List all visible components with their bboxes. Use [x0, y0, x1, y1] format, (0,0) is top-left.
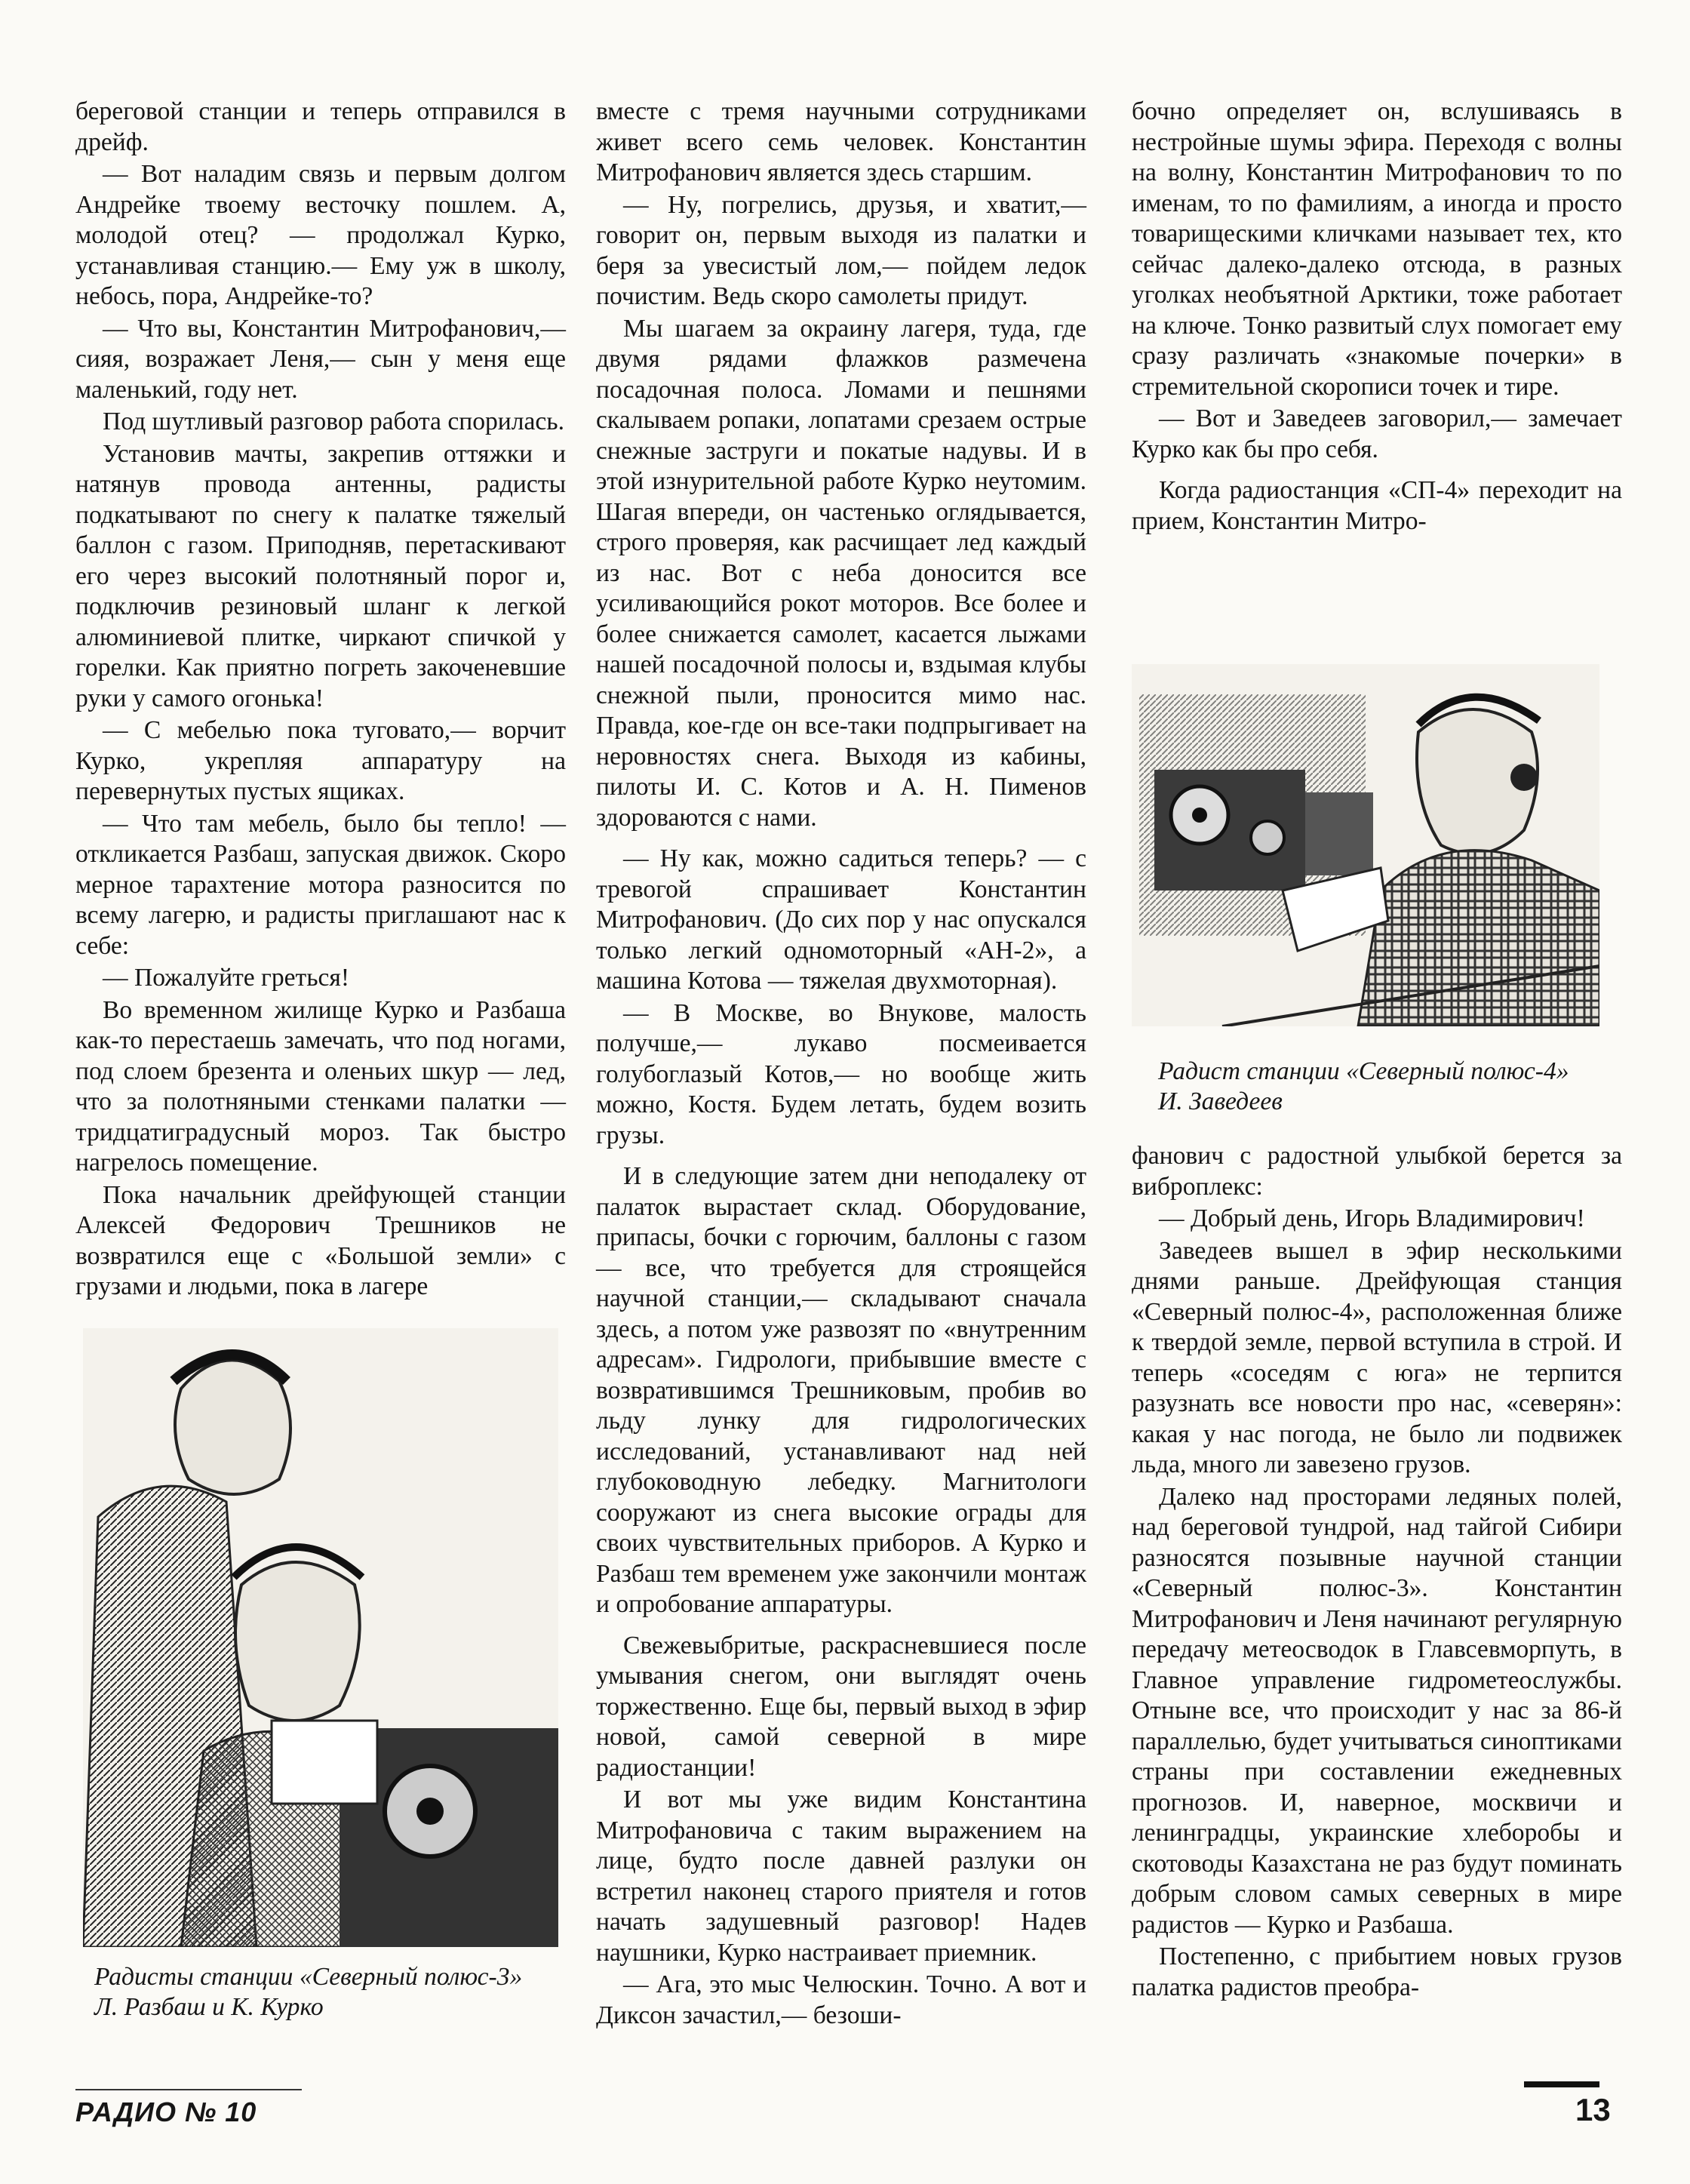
paragraph: — С мебелью пока туговато,— ворчит Курко, укрепляя аппаратуру на перевернутых пустых ящиках. — [75, 716, 566, 805]
footer-rule — [75, 2089, 302, 2090]
illustration-radist-zavedeev — [1132, 664, 1599, 1026]
page-number-rule — [1524, 2081, 1599, 2087]
page-number: 13 — [1575, 2092, 1611, 2127]
paragraph: — Ага, это мыс Челюскин. Точно. А вот и Диксон зачастил,— безоши- — [596, 1970, 1086, 2029]
illustration-radists-razbash-kurko — [83, 1328, 558, 1947]
paragraph: — Что вы, Константин Митрофанович,— сияя, возражает Леня,— сын у меня еще маленький, году нет. — [75, 314, 566, 404]
paragraph: Пока начальник дрейфующей станции Алексей Федорович Трешников не возвратился еще с «Большой земли» с грузами и людьми, пока в лагере — [75, 1180, 566, 1300]
column-1 — [75, 97, 566, 1303]
column-3-top — [1132, 97, 1622, 537]
paragraph: фанович с радостной улыбкой берется за виброплекс: — [1132, 1142, 1622, 1201]
paragraph: Постепенно, с прибытием новых грузов палатка радистов преобра- — [1132, 1943, 1622, 2001]
paragraph: — В Москве, во Внукове, малость получше,— лукаво посмеивается голубоглазый Котов,— но вообще жить можно, Костя. Будем летать, будем возить грузы. — [596, 998, 1086, 1149]
paragraph: — Что там мебель, было бы тепло! — откликается Разбаш, запуская движок. Скоро мерное тарахтение мотора разносится по всему лагерю, и радисты приглашают нас к себе: — [75, 809, 566, 960]
paragraph: вместе с тремя научными сотрудниками живет всего семь человек. Константин Митрофанович является здесь старшим. — [596, 97, 1086, 186]
paragraph: — Пожалуйте греться! — [103, 964, 350, 992]
column-2 — [596, 97, 1086, 2031]
magazine-issue: РАДИО № 10 — [75, 2096, 257, 2127]
paragraph: Мы шагаем за окраину лагеря, туда, где двумя рядами флажков размечена посадочная полоса. Ломами и пешнями скалываем ропаки, лопатами срезаем острые снежные заструги и покатые надувы. И в этой изнурительной работе Курко неутомим. Шагая впереди, он частенько оглядывается, строго проверяя, как расчищает лед каждый из нас. Вот с неба доносится все усиливающийся рокот моторов. Все более и более снижается самолет, касается лыжами нашей посадочной полосы и, вздымая клубы снежной пыли, проносится мимо нас. Правда, кое-где он все-таки подпрыгивает на неровностях снега. Выходя из кабины, пилоты И. С. Котов и А. Н. Пименов здороваются с нами. — [596, 314, 1086, 832]
paragraph: Установив мачты, закрепив оттяжки и натянув провода антенны, радисты подкатывают по снегу к палатке тяжелый баллон с газом. Приподняв, перетаскивают его через высокий полотняный порог и, подключив резиновый шланг к легкой алюминиевой плитке, чиркают спичкой у горелки. Как приятно погреть закоченевшие руки у самого огонька! — [75, 439, 566, 712]
paragraph: Свежевыбритые, раскрасневшиеся после умывания снегом, они выглядят очень торжественно. Еще бы, первый выход в эфир новой, самой северной в мире радиостанции! — [596, 1631, 1086, 1782]
paragraph: И вот мы уже видим Константина Митрофановича с таким выражением на лице, будто после давней разлуки он встретил наконец старого приятеля и готов начать задушевный разговор! Надев наушники, Курко настраивает приемник. — [596, 1786, 1086, 1967]
paragraph: береговой станции и теперь отправился в дрейф. — [75, 97, 566, 156]
paragraph: — Вот и Заведеев заговорил,— замечает Курко как бы про себя. — [1132, 405, 1622, 463]
paragraph: — Добрый день, Игорь Владимирович! — [1159, 1204, 1585, 1232]
paragraph: — Вот наладим связь и первым долгом Андрейке твоему весточку пошлем. А, молодой отец? — продолжал Курко, устанавливая станцию.— Ему уж в школу, небось, пора, Андрейке-то? — [75, 160, 566, 310]
paragraph: Когда радиостанция «СП-4» переходит на прием, Константин Митро- — [1132, 476, 1622, 535]
caption-razbash-kurko: Радисты станции «Северный полюс-3» Л. Разбаш и К. Курко — [94, 1963, 523, 2021]
caption-zavedeev: Радист станции «Северный полюс-4» И. Заведеев — [1158, 1057, 1569, 1115]
paragraph: бочно определяет он, вслушиваясь в нестройные шумы эфира. Переходя с волны на волну, Константин Митрофанович то по именам, то по фамилиям, а иногда и просто товарищескими кличками называет тех, кто сейчас далеко-далеко отсюда, в разных уголках необъятной Арктики, тоже работает на ключе. Тонко развитый слух помогает ему сразу различать «знакомые почерки» в стремительной скорописи точек и тире. — [1132, 97, 1622, 401]
paragraph: — Ну как, можно садиться теперь? — с тревогой спрашивает Константин Митрофанович. (До сих пор у нас опускался только легкий одномоторный «АН-2», а машина Котова — тяжелая двухмоторная). — [596, 844, 1086, 995]
paragraph: Далеко над просторами ледяных полей, над береговой тундрой, над тайгой Сибири разносятся позывные научной станции «Северный полюс-3». Константин Митрофанович и Леня начинают регулярную передачу метеосводок в Главсевморпуть, в Главное управление гидрометеослужбы. Отныне все, что происходит у нас за 86-й параллелью, будет учитываться синоптиками страны при составлении ежедневных прогнозов. И, наверное, москвичи и ленинградцы, украинские хлеборобы и скотоводы Казахстана не раз будут поминать добрым словом самых северных в мире радистов — Курко и Разбаша. — [1132, 1482, 1622, 1939]
column-3-bottom — [1132, 1141, 1622, 2003]
paragraph: Под шутливый разговор работа спорилась. — [103, 408, 565, 435]
paragraph: Заведеев вышел в эфир несколькими днями раньше. Дрейфующая станция «Северный полюс-4», расположенная ближе к твердой земле, первой вступила в строй. И теперь «соседям с юга» не терпится разузнать все новости про нас, «северян»: какая у нас погода, не было ли подвижек льда, много ли завезено грузов. — [1132, 1236, 1622, 1478]
paragraph: Во временном жилище Курко и Разбаша как-то перестаешь замечать, что под ногами, под слоем брезента и оленьих шкур — лед, что за полотняными стенками палатки — тридцатиградусный мороз. Так быстро нагрелось помещение. — [75, 995, 566, 1177]
paragraph: И в следующие затем дни неподалеку от палаток вырастает склад. Оборудование, припасы, бочки с горючим, баллоны с газом — все, что требуется для строящейся научной станции,— складывают сначала здесь, а потом уже развозят по «внутренним адресам». Гидрологи, прибывшие вместе с возвратившимся Трешниковым, пробив во льду лунку для гидрологических исследований, устанавливают над ней глубоководную лебедку. Магнитологи сооружают из снега высокие ограды для своих чувствительных приборов. А Курко и Разбаш тем временем уже закончили монтаж и опробование аппаратуры. — [596, 1162, 1086, 1618]
paragraph: — Ну, погрелись, друзья, и хватит,— говорит он, первым выходя из палатки и беря за увесистый лом,— пойдем ледок почистим. Ведь скоро самолеты придут. — [596, 190, 1086, 310]
